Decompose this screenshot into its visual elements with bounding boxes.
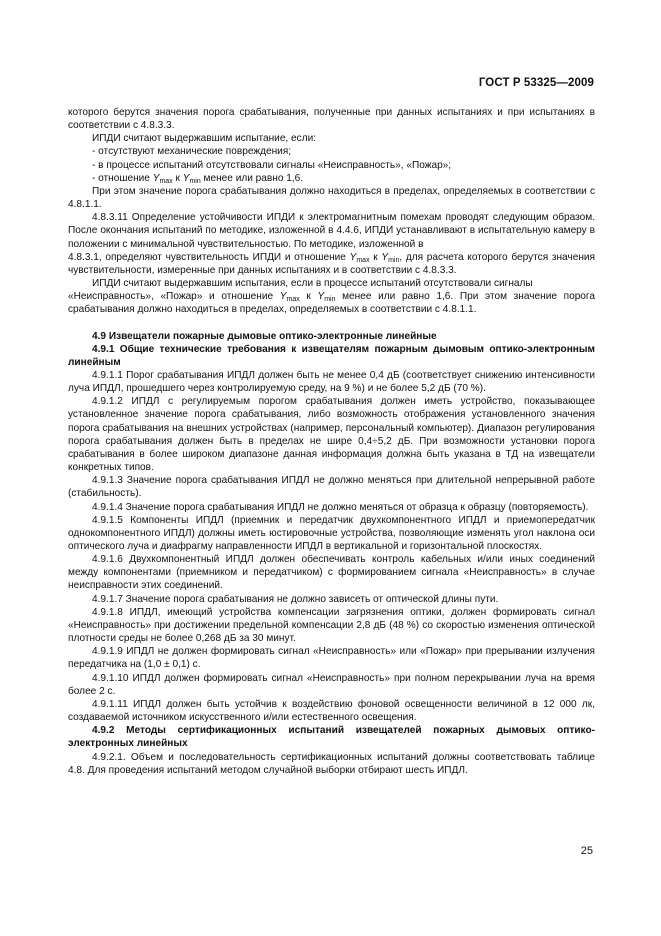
clause-4-9-1-5: 4.9.1.5 Компоненты ИПДЛ (приемник и передатчик двухкомпонентного ИПДЛ и приемопередатчик однокомпонентного ИПДЛ) должны иметь юстировочные устройства, позволяющие изменять угол наклона оси оптического луча и диафрагму направленности ИПДЛ в вертикальной и горизонтальной плоскостях. xyxy=(68,514,595,552)
paragraph: «Неисправность», «Пожар» и отношение $Y_{max}$ к $Y_{min}$ менее или равно 1,6. При этом значение порога срабатывания должно находиться в пределах, определяемых в соответствии с 4.8.1.1. xyxy=(68,291,595,316)
clause-4-9-1-6: 4.9.1.6 Двухкомпонентный ИПДЛ должен обеспечивать контроль кабельных и/или иных соединений между компонентами (приемником и передатчиком) с формированием сигнала «Неисправность» в случае неисправности этих соединений. xyxy=(68,554,595,592)
clause-4-9-1-11: 4.9.1.11 ИПДЛ должен быть устойчив к воздействию фоновой освещенности величиной в 12 000 лк, создаваемой источником искусственного и/или естественного освещения. xyxy=(68,698,595,724)
document-body xyxy=(68,106,595,777)
clause-4-9-1-2: 4.9.1.2 ИПДЛ с регулируемым порогом срабатывания должен иметь устройство, показывающее установленное значение порога срабатывания, либо возможность отображения установленного значения порога срабатывания на внешних устройствах (например, персональный компьютер). Диапазон регулирования порога срабатывания должен быть в пределах не шире 0,4÷5,2 дБ. При возможности установки порога срабатывания в более широком диапазоне данная информация должна быть указана в ТД на извещатели конкретных типов. xyxy=(68,396,595,474)
subsection-heading-4-9-2: 4.9.2 Методы сертификационных испытаний извещателей пожарных дымовых оптико-электронных линейных xyxy=(68,725,595,750)
list-item: - отсутствуют механические повреждения; xyxy=(92,146,292,158)
clause-4-9-1-10: 4.9.1.10 ИПДЛ должен формировать сигнал «Неисправность» при полном перекрывании луча на время более 2 с. xyxy=(68,672,595,697)
list-item: - в процессе испытаний отсутствовали сигналы «Неисправность», «Пожар»; xyxy=(92,159,452,171)
clause-4-9-1-9: 4.9.1.9 ИПДЛ не должен формировать сигнал «Неисправность» или «Пожар» при прерывании излучения передатчика на (1,0 ± 0,1) с. xyxy=(68,646,595,671)
clause-4-9-1-4: 4.9.1.4 Значение порога срабатывания ИПДЛ не должно меняться от образца к образцу (повторяемость). xyxy=(92,501,589,513)
clause-4-9-1-1: 4.9.1.1 Порог срабатывания ИПДЛ должен быть не менее 0,4 дБ (соответствует снижению интенсивности луча ИПДЛ, прошедшего через контролируемую среду, на 9 %) и не более 5,2 дБ (70 %). xyxy=(68,369,595,395)
section-heading-4-9: 4.9 Извещатели пожарные дымовые оптико-электронные линейные xyxy=(92,330,437,342)
page-number: 25 xyxy=(580,845,593,857)
paragraph: При этом значение порога срабатывания должно находиться в пределах, определяемых в соответствии с 4.8.1.1. xyxy=(68,185,595,211)
clause-4-9-1-7: 4.9.1.7 Значение порога срабатывания не должно зависеть от оптической длины пути. xyxy=(92,593,499,605)
standard-header: ГОСТ Р 53325—2009 xyxy=(478,77,594,89)
list-item: - отношение $Y_{max}$ к $Y_{min}$ менее или равно 1,6. xyxy=(92,172,304,185)
subsection-heading-4-9-1: 4.9.1 Общие технические требования к извещателям пожарным дымовым оптико-электронным линейным xyxy=(68,343,595,368)
clause-4-9-2-1: 4.9.2.1. Объем и последовательность сертификационных испытаний должны соответствовать таблице 4.8. Для проведения испытаний методом случайной выборки отбирают шесть ИПДЛ. xyxy=(68,751,595,776)
clause-4-9-1-3: 4.9.1.3 Значение порога срабатывания ИПДЛ не должно меняться при длительной непрерывной работе (стабильность). xyxy=(68,475,595,500)
clause-4-8-3-11: 4.8.3.11 Определение устойчивости ИПДИ к электромагнитным помехам проводят следующим образом. После окончания испытаний по методике, изложенной в 4.4.6, ИПДИ устанавливают в испытательную камеру в положении с минимальной чувствительностью. По методике, изложенной в xyxy=(68,212,595,250)
paragraph: ИПДИ считают выдержавшим испытания, если в процессе испытаний отсутствовали сигналы xyxy=(92,278,533,290)
paragraph: которого берутся значения порога срабатывания, полученные при данных испытаниях и при испытаниях в соответствии с 4.8.3.3. xyxy=(68,107,595,132)
paragraph: ИПДИ считают выдержавшим испытание, если: xyxy=(92,133,317,145)
clause-4-9-1-8: 4.9.1.8 ИПДЛ, имеющий устройства компенсации загрязнения оптики, должен формировать сигнал «Неисправность» при достижении предельной компенсации 2,8 дБ (48 %) со скоростью изменения оптической плотности среды не более 0,268 дБ за 30 минут. xyxy=(68,606,595,645)
paragraph: 4.8.3.1, определяют чувствительность ИПДИ и отношение $Y_{max}$ к $Y_{min}$, для расчета которого берутся значения чувствительности, измеренные при данных испытаниях и в соответствии с 4.8.3.3. xyxy=(68,251,595,276)
